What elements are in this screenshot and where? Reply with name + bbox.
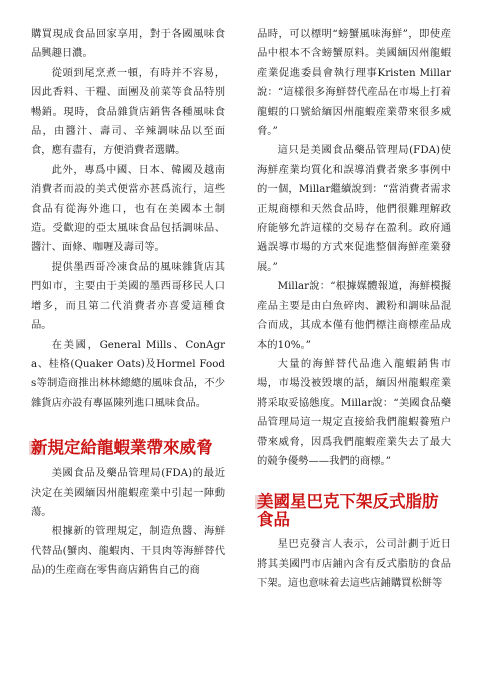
section-heading-lobster <box>31 439 225 457</box>
paragraph: 從頭到尾烹煮一頓，有時并不容易，因此香料、干糧、面團及前菜等食品特別暢銷。現時，食品雜貨店銷售各種風味食品，由醬汁、壽司、辛辣調味品以至面食，應有盡有，方便消費者選購。 <box>31 66 225 157</box>
right-column <box>257 25 451 594</box>
paragraph: 購買現成食品回家享用，對于各國風味食品興趣日濃。 <box>31 28 225 60</box>
paragraph: 在美國，General Mills、ConAgra、桂格(Quaker Oats)及Hormel Foods等制造商推出林林總總的風味食品，不少雜貨店亦設有專區陳列進口風味食品。 <box>31 338 225 409</box>
paragraph: 星巴克發言人表示，公司計劃于近日將其美國門市店鋪內含有反式脂肪的食品下架。這也意味着去這些店鋪購買松餅等 <box>257 538 451 590</box>
paragraph: 美國食品及藥品管理局(FDA)的最近決定在美國緬因州龍蝦産業中引起一陣動蕩。 <box>31 467 225 518</box>
paragraph: 此外，專爲中國、日本、韓國及越南消費者而設的美式便當亦甚爲流行，這些食品有從海外進口，也有在美國本土制造。受歡迎的亞太風味食品包括調味品、醬汁、面條、咖喱及壽司等。 <box>31 163 225 254</box>
paragraph: 這只是美國食品藥品管理局(FDA)使海鮮産業均質化和誤導消費者衆多事例中的一個，Millar繼續說到：“當消費者需求正規商標和天然食品時，他們很難理解政府能够允許這樣的交易存在盈利。政府通過誤導市場的方式來促進整個海鮮産業發展。” <box>257 144 451 273</box>
section-heading-text: 美國星巴克下架反式脂肪食品 <box>257 492 439 530</box>
paragraph: 提供墨西哥冷凍食品的風味雜貨店其門如市，主要由于美國的墨西哥移民人口增多，而且第二代消費者亦喜愛這種食品。 <box>31 260 225 332</box>
paragraph: Millar說：“根據媒體報道，海鮮模擬産品主要是由白魚碎肉、澱粉和調味品混合而成，其成本僅有他們標注商標産品成本的10%。” <box>257 280 451 351</box>
paragraph: 品時，可以標明“螃蟹風味海鮮”，即使産品中根本不含螃蟹原料。美國緬因州龍蝦産業促進委員會執行理事Kristen Millar說：“這樣很多海鮮替代産品在市場上打着龍蝦的口號給緬因州龍蝦産業帶來很多威脅。” <box>257 28 451 138</box>
section-heading-starbucks <box>257 493 451 529</box>
left-column <box>31 25 225 581</box>
section-heading-text: 新規定給龍蝦業帶來威脅 <box>31 438 213 458</box>
paragraph: 大量的海鮮替代品進入龍蝦銷售市場，市場没被毁壞的話，緬因州龍蝦産業將采取妥協態度。Millar說：“美國食品藥品管理局這一規定直接給我們龍蝦養殖户帶來威脅，因爲我們龍蝦産業失去了最大的競争優勢——我們的商標。” <box>257 357 451 467</box>
paragraph: 根據新的管理規定，制造魚醬、海鮮代替品(蟹肉、龍蝦肉、干貝肉等海鮮替代品)的生産商在零售商店銷售自己的商 <box>31 525 225 577</box>
